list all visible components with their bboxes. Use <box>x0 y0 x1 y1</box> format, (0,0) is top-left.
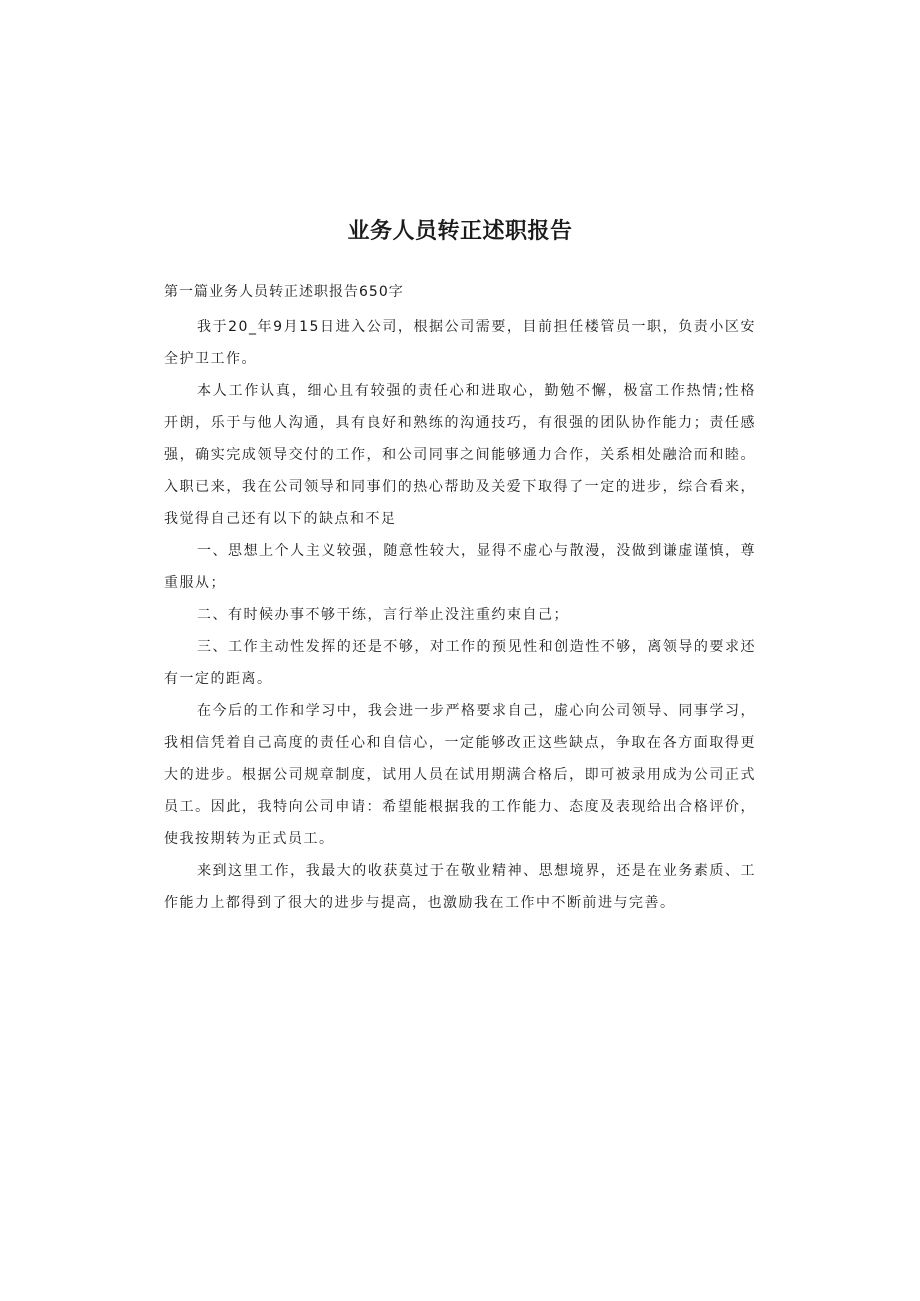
paragraph: 我于20_年9月15日进入公司，根据公司需要，目前担任楼管员一职，负责小区安全护卫工作。 <box>164 319 756 367</box>
paragraph: 二、有时候办事不够干练，言行举止没注重约束自己； <box>197 607 569 623</box>
document-title: 业务人员转正述职报告 <box>347 219 573 244</box>
document-body <box>164 311 756 919</box>
paragraph: 一、思想上个人主义较强，随意性较大，显得不虚心与散漫，没做到谦虚谨慎，尊重服从； <box>164 543 756 591</box>
paragraph: 三、工作主动性发挥的还是不够，对工作的预见性和创造性不够，离领导的要求还有一定的距离。 <box>164 639 756 687</box>
paragraph: 本人工作认真，细心且有较强的责任心和进取心，勤勉不懈，极富工作热情;性格开朗，乐于与他人沟通，具有良好和熟练的沟通技巧，有很强的团队协作能力；责任感强，确实完成领导交付的工作，和公司同事之间能够通力合作，关系相处融洽而和睦。入职已来，我在公司领导和同事们的热心帮助及关爱下取得了一定的进步，综合看来，我觉得自己还有以下的缺点和不足 <box>164 383 756 527</box>
paragraph: 在今后的工作和学习中，我会进一步严格要求自己，虚心向公司领导、同事学习，我相信凭着自己高度的责任心和自信心，一定能够改正这些缺点，争取在各方面取得更大的进步。根据公司规章制度，试用人员在试用期满合格后，即可被录用成为公司正式员工。因此，我特向公司申请：希望能根据我的工作能力、态度及表现给出合格评价，使我按期转为正式员工。 <box>164 703 756 847</box>
document-subtitle: 第一篇业务人员转正述职报告650字 <box>164 284 404 300</box>
paragraph: 来到这里工作，我最大的收获莫过于在敬业精神、思想境界，还是在业务素质、工作能力上都得到了很大的进步与提高，也激励我在工作中不断前进与完善。 <box>164 863 756 911</box>
